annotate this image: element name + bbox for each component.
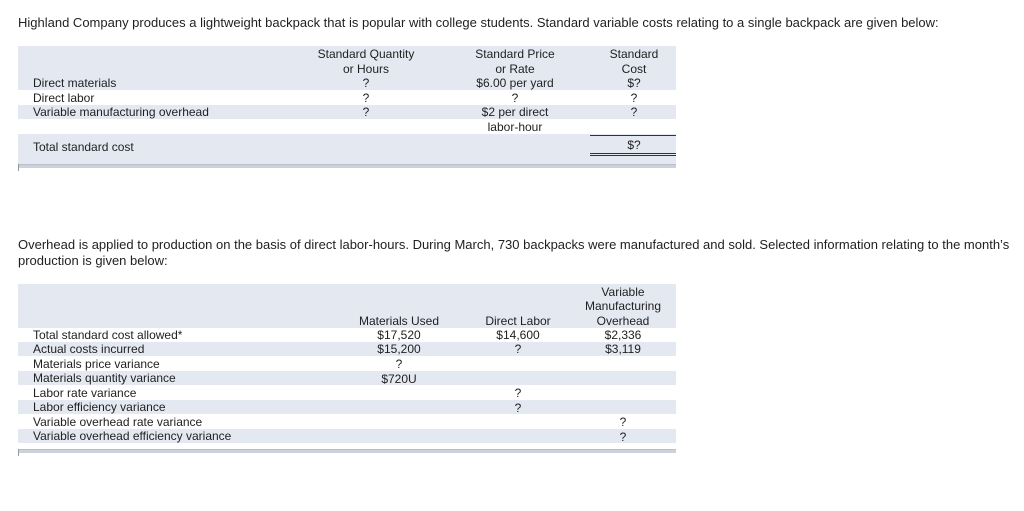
cost-header: Standard	[609, 47, 659, 61]
materials-value: $17,520	[377, 328, 421, 342]
qty-header-line2: or Hours	[342, 62, 389, 76]
materials-value: $15,200	[377, 342, 421, 356]
cost-header-line2: Cost	[621, 62, 647, 76]
row-label-direct-materials: Direct materials	[33, 76, 117, 90]
labor-value: ?	[514, 401, 522, 415]
row-label-variable-overhead: Variable manufacturing overhead	[33, 105, 209, 119]
production-info-table	[18, 284, 676, 457]
price-value: ?	[511, 91, 519, 105]
overhead-value: ?	[619, 430, 627, 444]
row-label-labor-efficiency-variance: Labor efficiency variance	[33, 400, 166, 414]
total-double-rule	[590, 153, 676, 154]
intro-paragraph: Highland Company produces a lightweight backpack that is popular with college students. Standard variable costs relating to a single backpack are given below:	[18, 15, 939, 30]
labor-header: Direct Labor	[485, 314, 551, 328]
row-label-direct-labor: Direct labor	[33, 91, 95, 105]
row-label-labor-rate-variance: Labor rate variance	[33, 386, 137, 400]
table-bottom-bar	[18, 164, 676, 168]
overhead-header-line3: Overhead	[596, 314, 650, 328]
header-band	[18, 284, 676, 328]
total-cost-value: $?	[627, 138, 641, 152]
row-label-materials-price-variance: Materials price variance	[33, 357, 160, 371]
price-header: Standard Price	[475, 47, 555, 61]
qty-value: ?	[362, 76, 370, 90]
overhead-value: ?	[619, 415, 627, 429]
standard-cost-table	[18, 46, 676, 171]
total-rule	[590, 135, 676, 136]
overhead-value: $3,119	[605, 342, 641, 356]
qty-value: ?	[362, 91, 370, 105]
price-value: $6.00 per yard	[476, 76, 554, 90]
table-bottom-tick	[18, 164, 19, 171]
qty-header: Standard Quantity	[317, 47, 415, 61]
row-label-total: Total standard cost	[33, 140, 134, 154]
row-label-actual-costs: Actual costs incurred	[33, 342, 145, 356]
total-double-rule	[590, 155, 676, 156]
cost-value: ?	[630, 91, 638, 105]
cost-value: ?	[630, 105, 638, 119]
labor-value: ?	[514, 386, 522, 400]
cost-value: $?	[627, 76, 641, 90]
qty-value: ?	[362, 105, 370, 119]
labor-value: ?	[514, 342, 522, 356]
overhead-header: Variable	[601, 285, 645, 299]
price-header-line2: or Rate	[495, 62, 535, 76]
labor-value: $14,600	[496, 328, 540, 342]
price-value: $2 per direct	[481, 105, 549, 119]
overhead-paragraph: Overhead is applied to production on the basis of direct labor-hours. During March, 730 backpacks were manufactured and sold. Selected information relating to the month’s production is given below:	[18, 237, 1010, 268]
materials-value: $720U	[381, 372, 417, 386]
materials-value: ?	[395, 357, 403, 371]
row-label-variable-overhead-efficiency-variance: Variable overhead efficiency variance	[33, 429, 232, 443]
row-label-variable-overhead-rate-variance: Variable overhead rate variance	[33, 415, 203, 429]
row-label-total-standard-cost-allowed: Total standard cost allowed*	[33, 328, 183, 342]
overhead-header-line2: Manufacturing	[584, 299, 662, 313]
row-label-materials-quantity-variance: Materials quantity variance	[33, 371, 176, 385]
overhead-value: $2,336	[604, 328, 642, 342]
table-bottom-bar	[18, 449, 676, 453]
table-bottom-tick	[18, 449, 19, 456]
materials-header: Materials Used	[358, 314, 440, 328]
price-value-line2: labor-hour	[487, 120, 543, 134]
